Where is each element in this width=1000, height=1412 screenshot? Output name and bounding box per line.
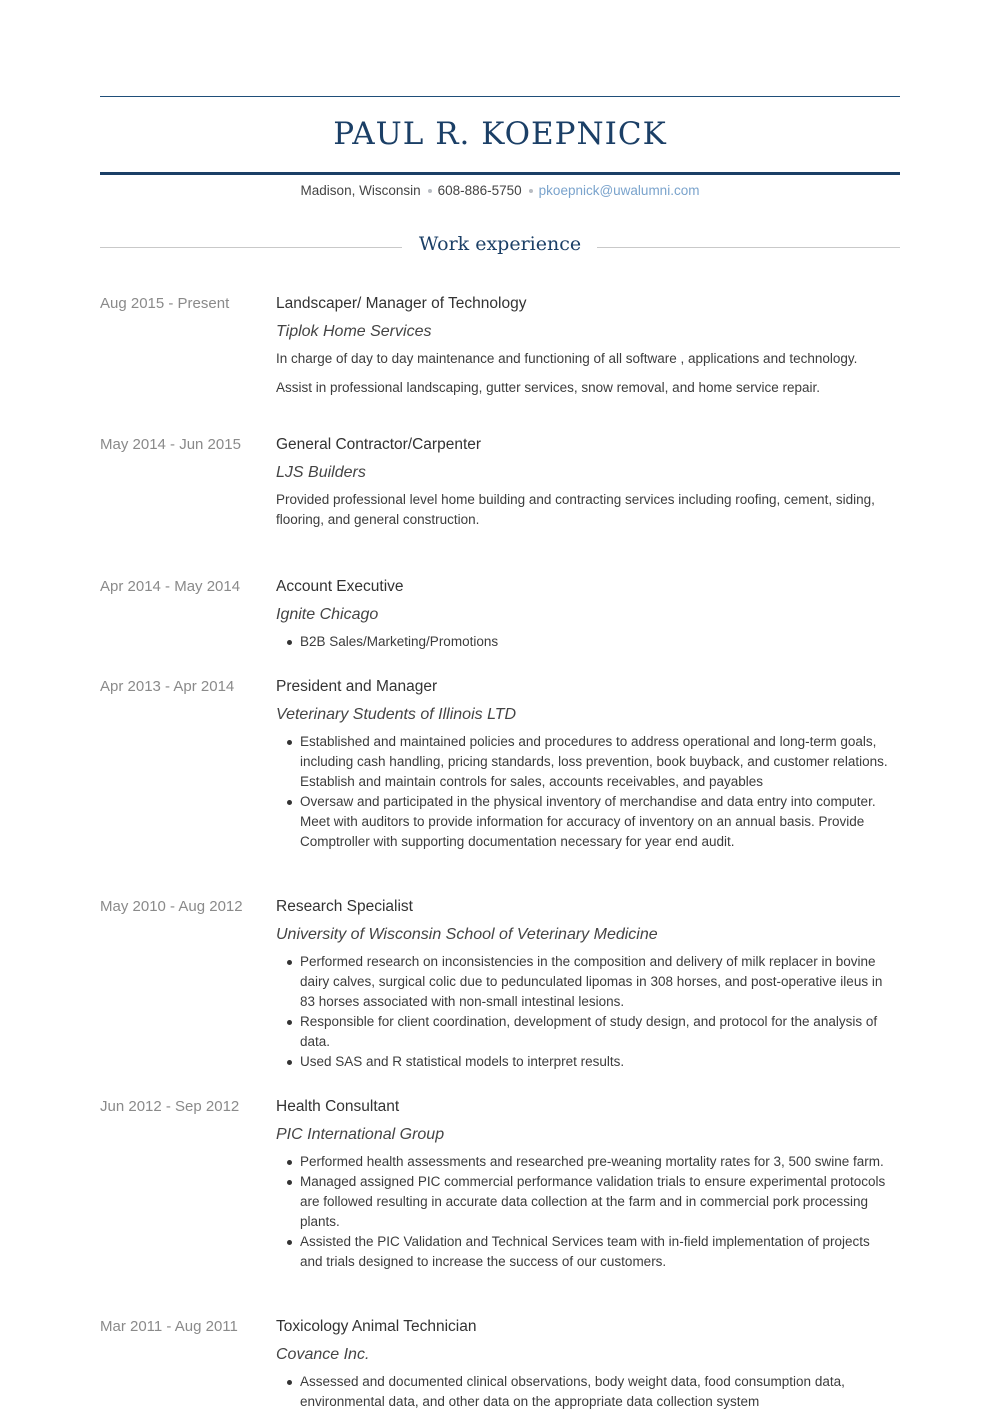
job-bullet: Used SAS and R statistical models to interpret results. (300, 1052, 894, 1072)
section-divider-right (597, 247, 900, 248)
company-name: LJS Builders (276, 464, 366, 481)
job-bullet-list (276, 952, 894, 1072)
job-bullet: Oversaw and participated in the physical inventory of merchandise and data entry into computer. Meet with auditors to provide information for accuracy of inventory on an annual basis. Provide Comptroller with supporting documentation necessary for year end audit. (300, 792, 894, 852)
job-details (276, 1317, 894, 1412)
candidate-name: PAUL R. KOEPNICK (333, 116, 667, 152)
job-bullet-list (276, 1152, 894, 1272)
job-bullet: Assisted the PIC Validation and Technical Services team with in-field implementation of projects and trials designed to increase the success of our customers. (300, 1232, 894, 1272)
job-details (276, 435, 894, 530)
job-bullet: Managed assigned PIC commercial performance validation trials to ensure experimental protocols are followed resulting in accurate data collection at the farm and in commercial pork processing plants. (300, 1172, 894, 1232)
job-bullet: B2B Sales/Marketing/Promotions (300, 632, 894, 652)
name-divider (100, 172, 900, 175)
job-description: Provided professional level home building and contracting services including roofing, cement, siding, flooring, and general construction. (276, 492, 875, 527)
email-link[interactable]: pkoepnick@uwalumni.com (538, 183, 700, 198)
job-title: Landscaper/ Manager of Technology (276, 295, 527, 312)
job-title: Toxicology Animal Technician (276, 1318, 477, 1335)
job-dates: May 2010 - Aug 2012 (100, 898, 243, 915)
job-details (276, 897, 894, 1072)
job-bullet: Performed health assessments and researched pre-weaning mortality rates for 3, 500 swine farm. (300, 1152, 894, 1172)
job-dates: Jun 2012 - Sep 2012 (100, 1098, 240, 1115)
job-details (276, 577, 894, 652)
job-details (276, 677, 894, 852)
company-name: PIC International Group (276, 1126, 445, 1143)
top-divider (100, 96, 900, 97)
section-title: Work experience (418, 233, 582, 255)
contact-line (100, 182, 900, 200)
job-dates: Mar 2011 - Aug 2011 (100, 1318, 238, 1335)
company-name: Covance Inc. (276, 1346, 370, 1363)
company-name: Ignite Chicago (276, 606, 379, 623)
separator-dot-icon (428, 189, 432, 193)
job-title: Research Specialist (276, 898, 413, 915)
job-bullet-list (276, 732, 894, 852)
job-description: Assist in professional landscaping, gutter services, snow removal, and home service repair. (276, 380, 821, 395)
job-title: President and Manager (276, 678, 438, 695)
job-bullet: Assessed and documented clinical observations, body weight data, food consumption data, environmental data, and other data on the appropriate data collection system (300, 1372, 894, 1412)
separator-dot-icon (529, 189, 533, 193)
job-bullet: Performed research on inconsistencies in the composition and delivery of milk replacer in bovine dairy calves, surgical colic due to pedunculated lipomas in 308 horses, and post-operative ileus in 83 horses associated with non-small intestinal lesions. (300, 952, 894, 1012)
job-title: Account Executive (276, 578, 404, 595)
job-bullet: Established and maintained policies and procedures to address operational and long-term goals, including cash handling, pricing standards, loss prevention, book buyback, and customer relations. Establish and maintain controls for sales, accounts receivables, and payables (300, 732, 894, 792)
job-title: Health Consultant (276, 1098, 400, 1115)
location-text: Madison, Wisconsin (300, 183, 421, 198)
company-name: Veterinary Students of Illinois LTD (276, 706, 517, 723)
job-details (276, 1097, 894, 1272)
phone-text: 608-886-5750 (437, 183, 522, 198)
company-name: Tiplok Home Services (276, 323, 432, 340)
job-details (276, 294, 894, 398)
job-bullet: Responsible for client coordination, development of study design, and protocol for the analysis of data. (300, 1012, 894, 1052)
job-bullet-list (276, 632, 894, 652)
section-heading-work-experience (100, 230, 900, 260)
job-bullet-list (276, 1372, 894, 1412)
job-description: In charge of day to day maintenance and functioning of all software , applications and technology. (276, 351, 858, 366)
company-name: University of Wisconsin School of Veterinary Medicine (276, 926, 658, 943)
job-dates: Apr 2014 - May 2014 (100, 578, 241, 595)
job-dates: Apr 2013 - Apr 2014 (100, 678, 235, 695)
job-dates: Aug 2015 - Present (100, 295, 230, 312)
job-title: General Contractor/Carpenter (276, 436, 482, 453)
job-dates: May 2014 - Jun 2015 (100, 436, 241, 453)
